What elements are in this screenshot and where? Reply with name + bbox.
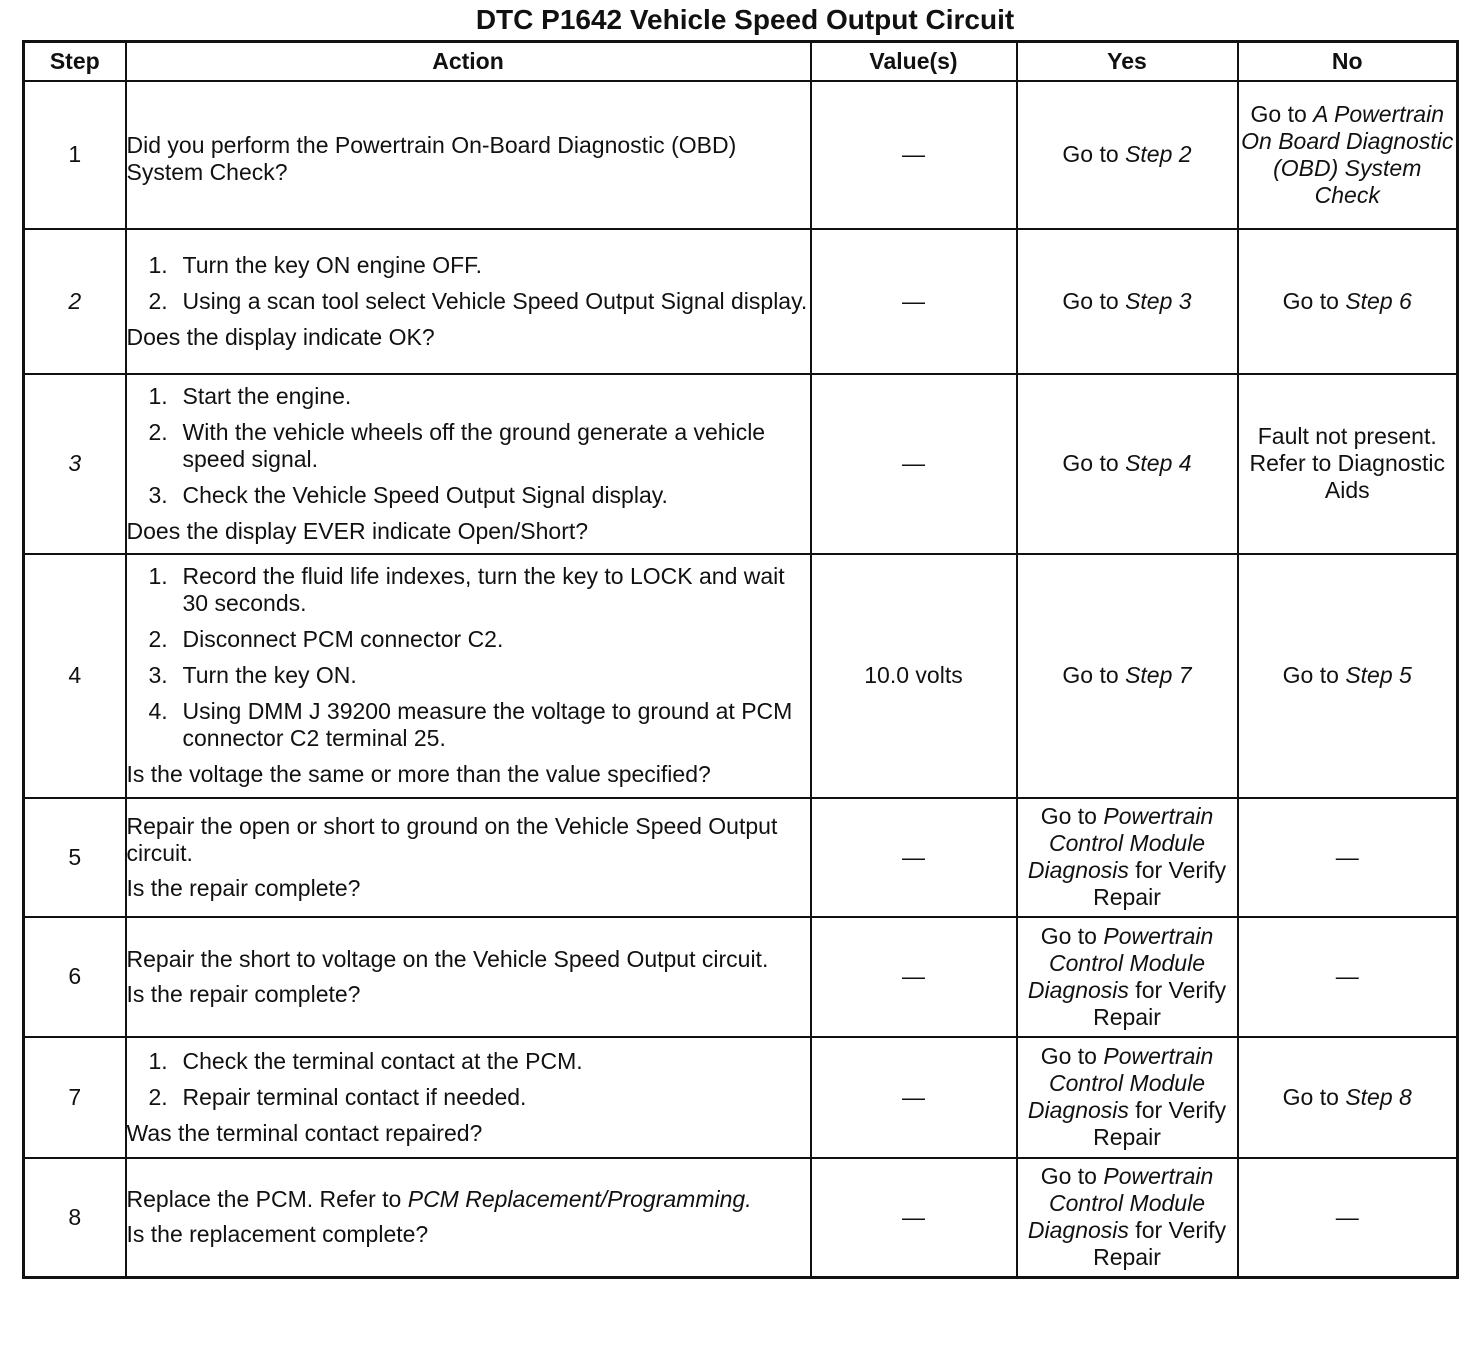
action-text: Repair the open or short to ground on the Vehicle Speed Output circuit. bbox=[126, 812, 778, 866]
obd-check-link[interactable]: A Powertrain On Board Diagnostic (OBD) System Check bbox=[1241, 100, 1454, 208]
yes-cell: Go to Powertrain Control Module Diagnosis for Verify Repair bbox=[1017, 1158, 1238, 1278]
action-list bbox=[127, 563, 810, 752]
value-cell: — bbox=[811, 229, 1017, 374]
action-question: Is the repair complete? bbox=[126, 980, 361, 1007]
yes-cell: Go to Step 2 bbox=[1017, 81, 1238, 229]
action-question: Is the replacement complete? bbox=[126, 1221, 429, 1248]
table-row bbox=[24, 554, 1458, 798]
step-link[interactable]: Step 3 bbox=[1125, 287, 1192, 314]
step-link[interactable]: Step 4 bbox=[1125, 450, 1192, 476]
action-text: Replace the PCM. Refer to PCM Replacement/Programming. bbox=[126, 1186, 752, 1213]
action-cell bbox=[126, 1158, 811, 1278]
table-row bbox=[24, 81, 1458, 229]
yes-cell: Go to Powertrain Control Module Diagnosis for Verify Repair bbox=[1017, 917, 1238, 1037]
step-link[interactable]: Step 5 bbox=[1345, 662, 1412, 688]
header-row bbox=[24, 42, 1458, 81]
value-cell: — bbox=[811, 1037, 1017, 1158]
no-cell: Go to Step 6 bbox=[1238, 229, 1458, 374]
no-cell: — bbox=[1238, 1158, 1458, 1278]
step-number: 2 bbox=[24, 229, 126, 374]
step-number: 3 bbox=[24, 374, 126, 554]
document-title: DTC P1642 Vehicle Speed Output Circuit bbox=[475, 4, 1015, 35]
yes-cell: Go to Step 7 bbox=[1017, 554, 1238, 798]
step-number: 1 bbox=[24, 81, 126, 229]
action-question: Is the repair complete? bbox=[126, 874, 361, 901]
action-cell bbox=[126, 554, 811, 798]
action-list bbox=[127, 252, 810, 315]
no-cell: Go to Step 8 bbox=[1238, 1037, 1458, 1158]
value-cell: — bbox=[811, 81, 1017, 229]
list-item: 4. Using DMM J 39200 measure the voltage to ground at PCM connector C2 terminal 25. bbox=[148, 698, 793, 751]
value-cell: — bbox=[811, 917, 1017, 1037]
header-action: Action bbox=[126, 42, 811, 81]
step-number: 5 bbox=[24, 798, 126, 917]
value-cell: 10.0 volts bbox=[811, 554, 1017, 798]
action-question: Was the terminal contact repaired? bbox=[126, 1119, 483, 1146]
header-value: Value(s) bbox=[811, 42, 1017, 81]
list-item: 1. Turn the key ON engine OFF. bbox=[148, 251, 483, 278]
step-number: 6 bbox=[24, 917, 126, 1037]
table-row bbox=[24, 1037, 1458, 1158]
table-row bbox=[24, 917, 1458, 1037]
action-cell bbox=[126, 917, 811, 1037]
action-question: Is the voltage the same or more than the value specified? bbox=[126, 761, 711, 787]
table-row bbox=[24, 1158, 1458, 1278]
value-cell: — bbox=[811, 374, 1017, 554]
list-item: 2. Disconnect PCM connector C2. bbox=[148, 626, 504, 652]
action-text: Did you perform the Powertrain On-Board Diagnostic (OBD) System Check? bbox=[126, 131, 737, 185]
no-cell: — bbox=[1238, 798, 1458, 917]
list-item: 2. Using a scan tool select Vehicle Speed Output Signal display. bbox=[148, 287, 808, 314]
action-cell bbox=[126, 81, 811, 229]
pcm-replacement-link[interactable]: PCM Replacement/Programming bbox=[407, 1186, 746, 1213]
action-cell bbox=[126, 229, 811, 374]
pcm-diagnosis-link[interactable]: Powertrain Control Module Diagnosis bbox=[1027, 803, 1214, 883]
value-cell: — bbox=[811, 1158, 1017, 1278]
pcm-diagnosis-link[interactable]: Powertrain Control Module Diagnosis bbox=[1027, 1043, 1214, 1123]
list-item: 1. Check the terminal contact at the PCM. bbox=[148, 1047, 583, 1074]
action-text: Repair the short to voltage on the Vehicle Speed Output circuit. bbox=[126, 945, 769, 972]
table-row bbox=[24, 374, 1458, 554]
no-cell: Go to A Powertrain On Board Diagnostic (OBD) System Check bbox=[1238, 81, 1458, 229]
list-item: 2. With the vehicle wheels off the ground generate a vehicle speed signal. bbox=[148, 418, 766, 472]
yes-cell: Go to Powertrain Control Module Diagnosis for Verify Repair bbox=[1017, 798, 1238, 917]
list-item: 3. Check the Vehicle Speed Output Signal display. bbox=[148, 481, 668, 508]
step-link[interactable]: Step 2 bbox=[1125, 141, 1192, 167]
dtc-table bbox=[22, 40, 1459, 1279]
action-question: Does the display EVER indicate Open/Short? bbox=[126, 517, 589, 544]
action-cell bbox=[126, 374, 811, 554]
step-number: 8 bbox=[24, 1158, 126, 1278]
table-row bbox=[24, 798, 1458, 917]
list-item: 2. Repair terminal contact if needed. bbox=[148, 1083, 527, 1110]
action-question: Does the display indicate OK? bbox=[126, 323, 435, 350]
step-number: 7 bbox=[24, 1037, 126, 1158]
no-cell: Go to Step 5 bbox=[1238, 554, 1458, 798]
action-cell bbox=[126, 1037, 811, 1158]
header-step: Step bbox=[24, 42, 126, 81]
header-no: No bbox=[1238, 42, 1458, 81]
action-list bbox=[127, 383, 810, 509]
list-item: 3. Turn the key ON. bbox=[148, 662, 357, 688]
header-yes: Yes bbox=[1017, 42, 1238, 81]
step-link[interactable]: Step 6 bbox=[1345, 287, 1412, 314]
pcm-diagnosis-link[interactable]: Powertrain Control Module Diagnosis bbox=[1027, 1163, 1214, 1244]
list-item: 1. Record the fluid life indexes, turn the key to LOCK and wait 30 seconds. bbox=[148, 563, 785, 616]
step-number: 4 bbox=[24, 554, 126, 798]
action-list bbox=[127, 1048, 810, 1111]
yes-cell: Go to Powertrain Control Module Diagnosis for Verify Repair bbox=[1017, 1037, 1238, 1158]
yes-cell: Go to Step 3 bbox=[1017, 229, 1238, 374]
pcm-diagnosis-link[interactable]: Powertrain Control Module Diagnosis bbox=[1027, 922, 1214, 1003]
yes-cell: Go to Step 4 bbox=[1017, 374, 1238, 554]
list-item: 1. Start the engine. bbox=[148, 382, 352, 409]
no-cell: Fault not present. Refer to Diagnostic Aids bbox=[1238, 374, 1458, 554]
action-cell bbox=[126, 798, 811, 917]
step-link[interactable]: Step 7 bbox=[1125, 662, 1192, 688]
no-cell: — bbox=[1238, 917, 1458, 1037]
step-link[interactable]: Step 8 bbox=[1345, 1083, 1412, 1110]
table-row bbox=[24, 229, 1458, 374]
value-cell: — bbox=[811, 798, 1017, 917]
